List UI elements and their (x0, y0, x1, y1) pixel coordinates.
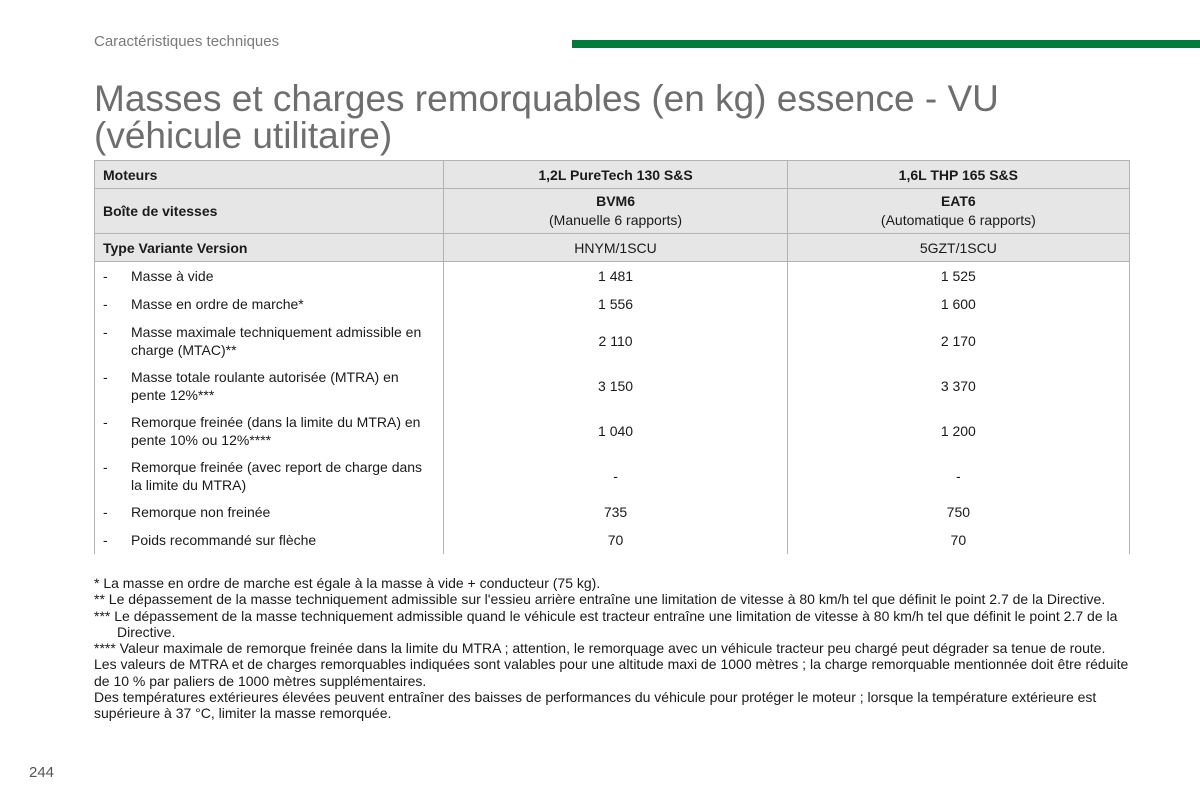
variant-1: HNYM/1SCU (444, 234, 787, 262)
row-dash: - (103, 368, 108, 385)
footnote-4: **** Valeur maximale de remorque freinée dans la limite du MTRA ; attention, le remorquage avec un véhicule tracteur peu chargé peut dégrader sa tenue de route. (94, 640, 1106, 657)
row-label: Masse à vide (131, 268, 214, 284)
row-dash: - (103, 323, 108, 340)
row-value-2: 1 600 (787, 290, 1129, 318)
row-label: Masse totale roulante autorisée (MTRA) en pente 12%*** (131, 368, 399, 403)
table-row (95, 363, 1130, 408)
row-dash: - (103, 268, 108, 284)
table-row (95, 526, 1130, 554)
gearbox-2-desc: (Automatique 6 rapports) (880, 212, 1036, 228)
row-value-2: 1 525 (787, 262, 1129, 291)
row-label: Remorque freinée (dans la limite du MTRA) en pente 10% ou 12%**** (131, 413, 421, 448)
gearbox-row (95, 189, 1130, 234)
variant-row (95, 234, 1130, 262)
table-row (95, 498, 1130, 526)
specs-table (94, 160, 1130, 554)
gearbox-label: Boîte de vitesses (95, 189, 444, 234)
row-value-2: 2 170 (787, 318, 1129, 363)
row-label: Remorque freinée (avec report de charge dans la limite du MTRA) (131, 458, 423, 493)
row-value-2: 750 (787, 498, 1129, 526)
row-dash: - (103, 532, 108, 548)
gearbox-1-cell (444, 189, 787, 234)
moteurs-label: Moteurs (95, 161, 444, 189)
variant-label: Type Variante Version (95, 234, 444, 262)
section-label: Caractéristiques techniques (94, 33, 280, 50)
footnote-3: *** Le dépassement de la masse techniquement admissible quand le véhicule est tracteur entraîne une limitation de vitesse à 80 km/h tel que définit le point 2.7 de la Directive. (94, 607, 1118, 640)
footnote-1: * La masse en ordre de marche est égale à la masse à vide + conducteur (75 kg). (94, 575, 601, 591)
row-value-1: 2 110 (444, 318, 787, 363)
row-value-1: 1 481 (444, 262, 787, 291)
row-value-1: 3 150 (444, 363, 787, 408)
footnote-2: ** Le dépassement de la masse techniquement admissible sur l'essieu arrière entraîne une limitation de vitesse à 80 km/h tel que définit le point 2.7 de la Directive. (94, 591, 1106, 608)
row-value-2: 3 370 (787, 363, 1129, 408)
page-title: Masses et charges remorquables (en kg) essence - VU (véhicule utilitaire) (94, 78, 999, 156)
note-paragraph-temperature: Des températures extérieures élevées peuvent entraîner des baisses de performances du véhicule pour protéger le moteur ; lorsque la température extérieure est supérieure à 37 °C, limiter la masse remorquée. (94, 689, 1097, 722)
row-value-2: - (787, 453, 1129, 498)
gearbox-2-code: EAT6 (940, 193, 976, 209)
row-label: Poids recommandé sur flèche (131, 532, 317, 548)
row-value-2: 70 (787, 526, 1129, 554)
row-label: Masse en ordre de marche* (131, 296, 304, 312)
row-label: Masse maximale techniquement admissible en charge (MTAC)** (131, 323, 422, 358)
table-row (95, 290, 1130, 318)
variant-2: 5GZT/1SCU (787, 234, 1129, 262)
row-value-1: 735 (444, 498, 787, 526)
row-dash: - (103, 504, 108, 520)
row-dash: - (103, 296, 108, 312)
gearbox-1-desc: (Manuelle 6 rapports) (549, 212, 683, 228)
table-row (95, 453, 1130, 498)
table-row (95, 262, 1130, 291)
engine-1-header: 1,2L PureTech 130 S&S (444, 161, 787, 189)
gearbox-2-cell (787, 189, 1129, 234)
table-row (95, 408, 1130, 453)
table-header-row (95, 161, 1130, 189)
row-value-1: 70 (444, 526, 787, 554)
engine-2-header: 1,6L THP 165 S&S (787, 161, 1129, 189)
row-dash: - (103, 413, 108, 430)
accent-bar (572, 40, 1200, 48)
note-paragraph-altitude: Les valeurs de MTRA et de charges remorquables indiquées sont valables pour une altitude maxi de 1000 mètres ; la charge remorquable mentionnée doit être réduite de 10 % par paliers de 1000 mètres supplémentaires. (94, 656, 1129, 689)
row-value-1: 1 556 (444, 290, 787, 318)
table-row (95, 318, 1130, 363)
row-value-2: 1 200 (787, 408, 1129, 453)
row-value-1: - (444, 453, 787, 498)
row-value-1: 1 040 (444, 408, 787, 453)
row-dash: - (103, 458, 108, 475)
footnotes (94, 575, 1134, 722)
gearbox-1-code: BVM6 (596, 193, 635, 209)
page-number: 244 (29, 764, 55, 781)
row-label: Remorque non freinée (131, 504, 271, 520)
